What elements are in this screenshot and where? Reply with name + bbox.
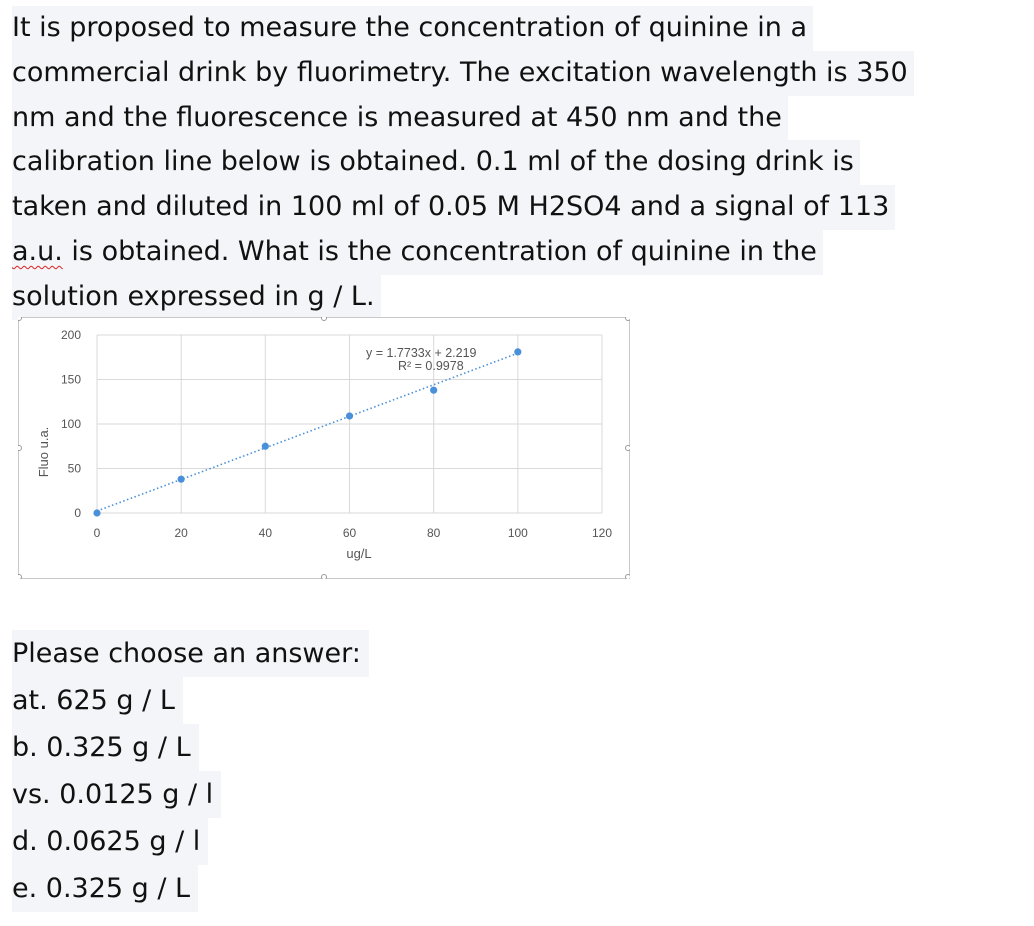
data-point[interactable] — [514, 348, 521, 355]
answer-option-a[interactable]: at. 625 g / L — [12, 677, 183, 724]
x-tick-label: 20 — [174, 526, 188, 540]
answer-prompt: Please choose an answer: — [12, 630, 369, 677]
chart-svg — [18, 317, 630, 579]
x-tick-label: 120 — [591, 526, 613, 540]
answer-option-b[interactable]: b. 0.325 g / L — [12, 724, 199, 771]
trendline-equation: y = 1.7733x + 2.219 — [366, 346, 477, 360]
question-text — [12, 6, 914, 320]
data-point[interactable] — [93, 509, 100, 516]
x-tick-label: 100 — [507, 526, 528, 540]
resize-handle[interactable] — [626, 575, 631, 580]
question-line: solution expressed in g / L. — [12, 275, 381, 320]
answer-block — [12, 630, 369, 912]
y-tick-label: 200 — [60, 328, 81, 342]
y-tick-label: 100 — [60, 417, 81, 431]
x-tick-label: 0 — [93, 526, 101, 540]
r-squared-label: R² = 0.9978 — [398, 359, 464, 373]
question-line: commercial drink by fluorimetry. The excitation wavelength is 350 — [12, 51, 914, 96]
resize-handle[interactable] — [322, 575, 327, 580]
y-tick-label: 0 — [74, 506, 81, 520]
answer-option-d[interactable]: d. 0.0625 g / l — [12, 818, 208, 865]
y-tick-label: 150 — [60, 372, 81, 387]
data-point[interactable] — [178, 476, 185, 483]
question-line — [12, 230, 823, 275]
calibration-chart[interactable] — [18, 317, 630, 579]
data-point[interactable] — [346, 412, 353, 419]
resize-handle[interactable] — [322, 317, 327, 321]
data-point[interactable] — [430, 387, 437, 394]
x-axis-label: ug/L — [346, 546, 372, 561]
y-axis-label: Fluo u.a. — [36, 426, 51, 478]
question-line-rest: is obtained. What is the concentration of quinine in the — [71, 235, 817, 267]
question-line: taken and diluted in 100 ml of 0.05 M H2SO4 and a signal of 113 — [12, 185, 895, 230]
resize-handle[interactable] — [18, 317, 22, 321]
y-tick-label: 50 — [67, 461, 81, 476]
answer-option-c[interactable]: vs. 0.0125 g / l — [12, 771, 221, 818]
x-tick-label: 40 — [258, 526, 273, 540]
resize-handle[interactable] — [18, 446, 22, 451]
resize-handle[interactable] — [626, 446, 631, 451]
question-line: calibration line below is obtained. 0.1 ml of the dosing drink is — [12, 140, 860, 185]
data-point[interactable] — [262, 443, 269, 450]
question-line: It is proposed to measure the concentration of quinine in a — [12, 6, 813, 51]
resize-handle[interactable] — [626, 317, 631, 321]
x-tick-label: 80 — [426, 526, 441, 540]
spellcheck-word: a.u. — [12, 235, 63, 267]
answer-option-e[interactable]: e. 0.325 g / L — [12, 865, 198, 912]
question-line: nm and the fluorescence is measured at 450 nm and the — [12, 96, 788, 141]
chart-frame[interactable] — [19, 318, 630, 579]
resize-handle[interactable] — [18, 575, 22, 580]
x-tick-label: 60 — [342, 526, 357, 540]
